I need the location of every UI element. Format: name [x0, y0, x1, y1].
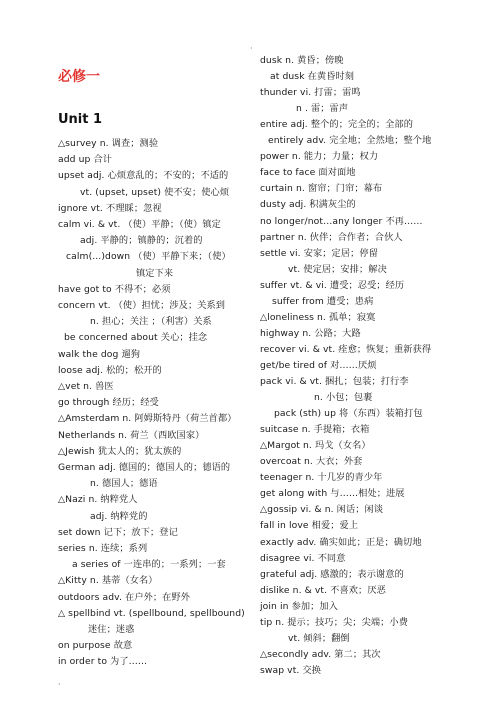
vocab-entry: dusty adj. 积满灰尘的	[260, 199, 356, 211]
vocab-entry: get along with 与……相处；进展	[260, 488, 405, 500]
vocab-entry: at dusk 在黄昏时刻	[270, 71, 355, 83]
vocab-entry: △loneliness n. 孤单；寂寞	[260, 311, 376, 323]
vocab-entry: n. 小包；包裹	[314, 392, 373, 404]
vocab-entry: pack vi. & vt. 捆扎；包装；打行李	[260, 376, 409, 387]
vocab-entry: in order to 为了……	[58, 656, 148, 668]
vocab-entry: n. 担心；关注 ；（利害）关系	[90, 316, 212, 328]
vocab-entry: concern vt. （使）担忧；涉及；关系到	[58, 300, 226, 311]
vocab-entry: join in 参加；加入	[260, 600, 339, 612]
vocab-entry: △Margot n. 玛戈（女名）	[260, 440, 371, 452]
vocab-entry: △secondly adv. 第二；其次	[260, 648, 381, 660]
vocab-entry: teenager n. 十几岁的青少年	[260, 472, 383, 484]
vocab-entry: suffer vt. & vi. 遭受；忍受；经历	[260, 279, 405, 291]
vocab-entry: add up 合计	[58, 154, 113, 166]
vocab-entry: thunder vi. 打雷；雷鸣	[260, 87, 361, 99]
vocab-entry: dislike n. & vt. 不喜欢；厌恶	[260, 584, 386, 596]
vocab-entry: series n. 连续；系列	[58, 543, 148, 554]
vocab-entry: 镇定下来	[136, 267, 174, 279]
vocab-entry: △Kitty n. 基蒂（女名）	[58, 575, 158, 587]
vocab-entry: get/be tired of 对……厌烦	[260, 359, 377, 371]
vocab-entry: △gossip vi. & n. 闲话；闲谈	[260, 504, 384, 516]
vocab-entry: settle vi. 安家；定居；停留	[260, 247, 378, 259]
vocab-entry: ignore vt. 不理睬；忽视	[58, 202, 162, 214]
vocab-entry: loose adj. 松的；松开的	[58, 364, 162, 376]
vocab-entry: have got to 不得不；必须	[58, 283, 171, 295]
vocab-entry: on purpose 故意	[58, 640, 133, 652]
vocab-entry: pack (sth) up 将（东西）装箱打包	[274, 408, 423, 420]
vocab-entry: calm(...)down （使）平静下来；（使）	[66, 251, 231, 263]
vocab-entry: curtain n. 窗帘；门帘；幕布	[260, 183, 383, 195]
vocab-entry: German adj. 德国的；德国人的；德语的	[58, 462, 231, 473]
vocab-entry: set down 记下；放下；登记	[58, 526, 178, 538]
vocab-entry: overcoat n. 大衣；外套	[260, 456, 363, 468]
vocab-entry: suitcase n. 手提箱；衣箱	[260, 424, 370, 436]
vocab-entry: tip n. 提示；技巧；尖；尖端；小费	[260, 616, 409, 628]
vocab-entry: suffer from 遭受；患病	[272, 295, 374, 307]
vocab-entry: face to face 面对面地	[260, 167, 356, 179]
vocab-entry: calm vi. & vt. （使）平静；（使）镇定	[58, 219, 221, 230]
vocab-entry: fall in love 相爱；爱上	[260, 520, 359, 532]
vocab-entry: go through 经历；经受	[58, 397, 159, 409]
vocab-entry: 迷住；迷惑	[88, 624, 135, 635]
vocab-entry: adj. 纳粹党的	[90, 510, 148, 522]
vocab-entry: vt. 使定居；安排；解决	[288, 263, 387, 275]
vocab-entry: highway n. 公路；大路	[260, 327, 361, 339]
vocab-entry: △vet n. 兽医	[58, 381, 114, 392]
vocab-entry: Netherlands n. 荷兰（西欧国家）	[58, 429, 205, 441]
vocab-entry: be concerned about 关心；挂念	[64, 332, 208, 344]
vocab-entry: vt. 倾斜；翻倒	[288, 632, 350, 644]
vocab-entry: entirely adv. 完全地；全然地；整个地	[268, 135, 432, 147]
vocab-entry: a series of 一连串的；一系列；一套	[72, 559, 226, 571]
vocab-entry: n . 雷；雷声	[296, 103, 349, 115]
vocab-entry: n. 德国人；德语	[90, 478, 158, 490]
vocab-entry: △Nazi n. 纳粹党人	[58, 494, 138, 506]
vocab-entry: grateful adj. 感激的；表示谢意的	[260, 568, 404, 580]
vocab-entry: △Amsterdam n. 阿姆斯特丹（荷兰首都）	[58, 413, 237, 425]
page-title: 必修一	[58, 69, 100, 85]
vocab-entry: dusk n. 黄昏；傍晚	[260, 55, 344, 66]
vocab-entry: △ spellbind vt. (spellbound, spellbound)	[58, 607, 245, 619]
vocab-entry: upset adj. 心烦意乱的；不安的；不适的	[58, 170, 229, 182]
vocab-entry: recover vi. & vt. 痊愈；恢复；重新获得	[260, 343, 432, 355]
vocab-entry: △survey n. 调查；测验	[58, 138, 159, 149]
vocab-entry: exactly adv. 确实如此；正是；确切地	[260, 536, 422, 548]
vocab-entry: △Jewish 犹太人的；犹太族的	[58, 445, 182, 457]
vocab-entry: power n. 能力；力量；权力	[260, 151, 379, 163]
bottom-dot: ·	[58, 680, 61, 689]
unit-heading: Unit 1	[58, 112, 103, 127]
vocab-entry: partner n. 伙伴；合作者；合伙人	[260, 231, 403, 243]
vocab-entry: disagree vi. 不同意	[260, 552, 346, 564]
vocab-entry: outdoors adv. 在户外；在野外	[58, 591, 191, 603]
vocab-entry: no longer/not…any longer 不再……	[260, 215, 423, 227]
vocab-entry: entire adj. 整个的；完全的；全部的	[260, 119, 413, 131]
top-dot: ·	[250, 44, 253, 53]
vocab-entry: swap vt. 交换	[260, 664, 322, 676]
vocab-entry: walk the dog 遛狗	[58, 348, 141, 360]
vocab-entry: adj. 平静的；镇静的；沉着的	[80, 235, 203, 247]
vocab-entry: vt. (upset, upset) 使不安；使心烦	[80, 186, 230, 198]
